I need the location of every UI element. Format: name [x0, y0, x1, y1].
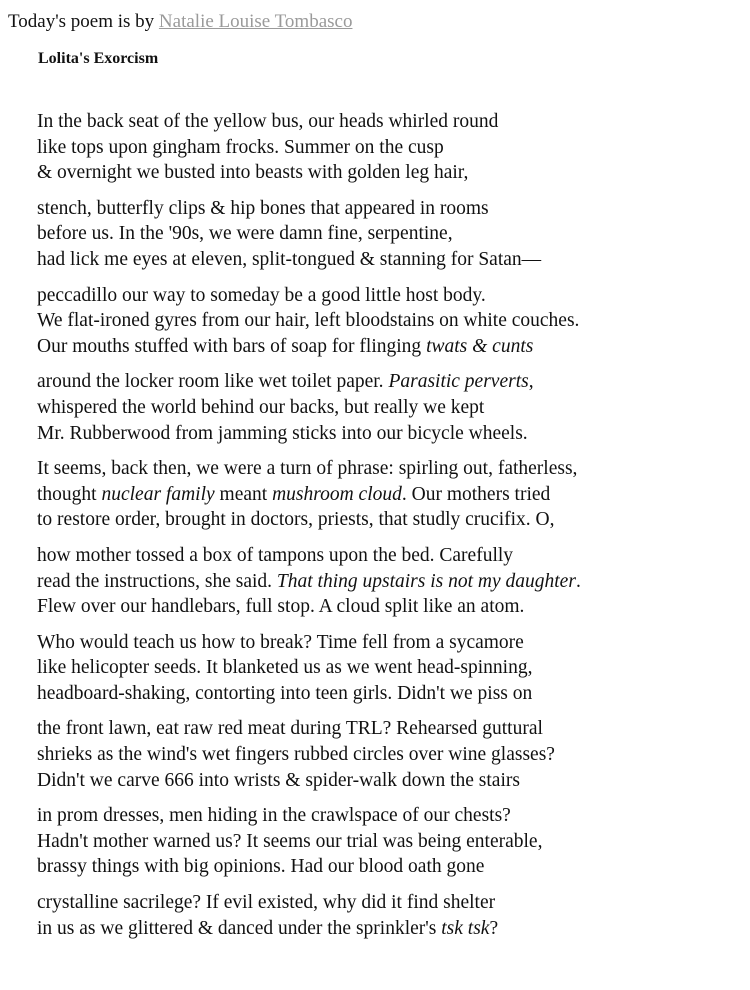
poem-line: [37, 768, 742, 794]
poem-line: [37, 395, 742, 421]
poem-line: [37, 247, 742, 273]
line-text: headboard-shaking, contorting into teen girls. Didn't we piss on: [37, 682, 533, 704]
italic-phrase: That thing upstairs is not my daughter: [276, 570, 576, 592]
poem-line: [37, 630, 742, 656]
line-text: in prom dresses, men hiding in the crawlspace of our chests?: [37, 805, 511, 827]
poem-line: [37, 890, 742, 916]
stanza: [37, 196, 742, 273]
line-text: before us. In the '90s, we were damn fine, serpentine,: [37, 223, 453, 245]
poem-line: [37, 283, 742, 309]
line-text: read the instructions, she said.: [37, 570, 277, 592]
line-text: like tops upon gingham frocks. Summer on the cusp: [37, 136, 444, 158]
line-text: crystalline sacrilege? If evil existed, why did it find shelter: [37, 892, 496, 914]
poem-line: [37, 456, 742, 482]
line-text: had lick me eyes at eleven, split-tongued & stanning for Satan—: [37, 248, 542, 270]
line-text: ?: [489, 917, 499, 939]
poem-line: [37, 334, 742, 360]
poem-line: [37, 803, 742, 829]
line-text: in us as we glittered & danced under the sprinkler's: [37, 917, 442, 939]
line-text: to restore order, brought in doctors, priests, that studly crucifix. O,: [37, 509, 555, 531]
stanza: [37, 283, 742, 360]
intro-prefix: Today's poem is by: [8, 11, 159, 32]
line-text: ,: [528, 371, 534, 393]
poem-line: [37, 742, 742, 768]
line-text: & overnight we busted into beasts with golden leg hair,: [37, 162, 469, 184]
poem-line: [37, 160, 742, 186]
line-text: . Our mothers tried: [401, 483, 551, 505]
poem-title: Lolita's Exorcism: [38, 50, 159, 67]
line-text: We flat-ironed gyres from our hair, left bloodstains on white couches.: [37, 310, 580, 332]
poem-line: [37, 716, 742, 742]
line-text: shrieks as the wind's wet fingers rubbed circles over wine glasses?: [37, 744, 555, 766]
line-text: Mr. Rubberwood from jamming sticks into our bicycle wheels.: [37, 422, 528, 444]
line-text: brassy things with big opinions. Had our blood oath gone: [37, 856, 485, 878]
italic-phrase: tsk tsk: [441, 917, 490, 939]
italic-phrase: Parasitic perverts: [388, 371, 529, 393]
stanza: [37, 109, 742, 186]
line-text: meant: [214, 483, 273, 505]
stanza: [37, 543, 742, 620]
poem-line: [37, 109, 742, 135]
poem-line: [37, 655, 742, 681]
intro-line: [8, 10, 352, 34]
poem-line: [37, 421, 742, 447]
line-text: around the locker room like wet toilet paper.: [37, 371, 389, 393]
stanza: [37, 369, 742, 446]
line-text: Didn't we carve 666 into wrists & spider-walk down the stairs: [37, 769, 520, 791]
line-text: .: [575, 570, 581, 592]
poem-line: [37, 135, 742, 161]
poem-body: [37, 109, 742, 951]
line-text: peccadillo our way to someday be a good little host body.: [37, 284, 486, 306]
line-text: In the back seat of the yellow bus, our heads whirled round: [37, 111, 499, 132]
italic-phrase: mushroom cloud: [272, 483, 402, 505]
poem-line: [37, 569, 742, 595]
poem-line: [37, 507, 742, 533]
poem-line: [37, 681, 742, 707]
line-text: It seems, back then, we were a turn of phrase: spirling out, fatherless,: [37, 458, 578, 480]
stanza: [37, 716, 742, 793]
stanza: [37, 803, 742, 880]
line-text: the front lawn, eat raw red meat during TRL? Rehearsed guttural: [37, 718, 543, 740]
poem-line: [37, 308, 742, 334]
poem-line: [37, 854, 742, 880]
poem-line: [37, 196, 742, 222]
line-text: Flew over our handlebars, full stop. A cloud split like an atom.: [37, 596, 525, 618]
line-text: Our mouths stuffed with bars of soap for flinging: [37, 335, 427, 357]
poem-line: [37, 221, 742, 247]
stanza: [37, 890, 742, 941]
line-text: how mother tossed a box of tampons upon the bed. Carefully: [37, 544, 514, 566]
stanza: [37, 456, 742, 533]
line-text: stench, butterfly clips & hip bones that appeared in rooms: [37, 197, 489, 219]
poem-line: [37, 543, 742, 569]
poem-line: [37, 829, 742, 855]
line-text: thought: [37, 483, 102, 505]
poem-line: [37, 369, 742, 395]
poem-line: [37, 482, 742, 508]
line-text: like helicopter seeds. It blanketed us as we went head-spinning,: [37, 657, 533, 679]
line-text: Who would teach us how to break? Time fell from a sycamore: [37, 631, 524, 653]
italic-phrase: twats & cunts: [426, 335, 534, 357]
author-link[interactable]: Natalie Louise Tombasco: [158, 11, 353, 32]
line-text: Hadn't mother warned us? It seems our trial was being enterable,: [37, 830, 543, 852]
italic-phrase: nuclear family: [101, 483, 215, 505]
line-text: whispered the world behind our backs, but really we kept: [37, 396, 485, 418]
poem-line: [37, 594, 742, 620]
stanza: [37, 630, 742, 707]
poem-line: [37, 916, 742, 942]
